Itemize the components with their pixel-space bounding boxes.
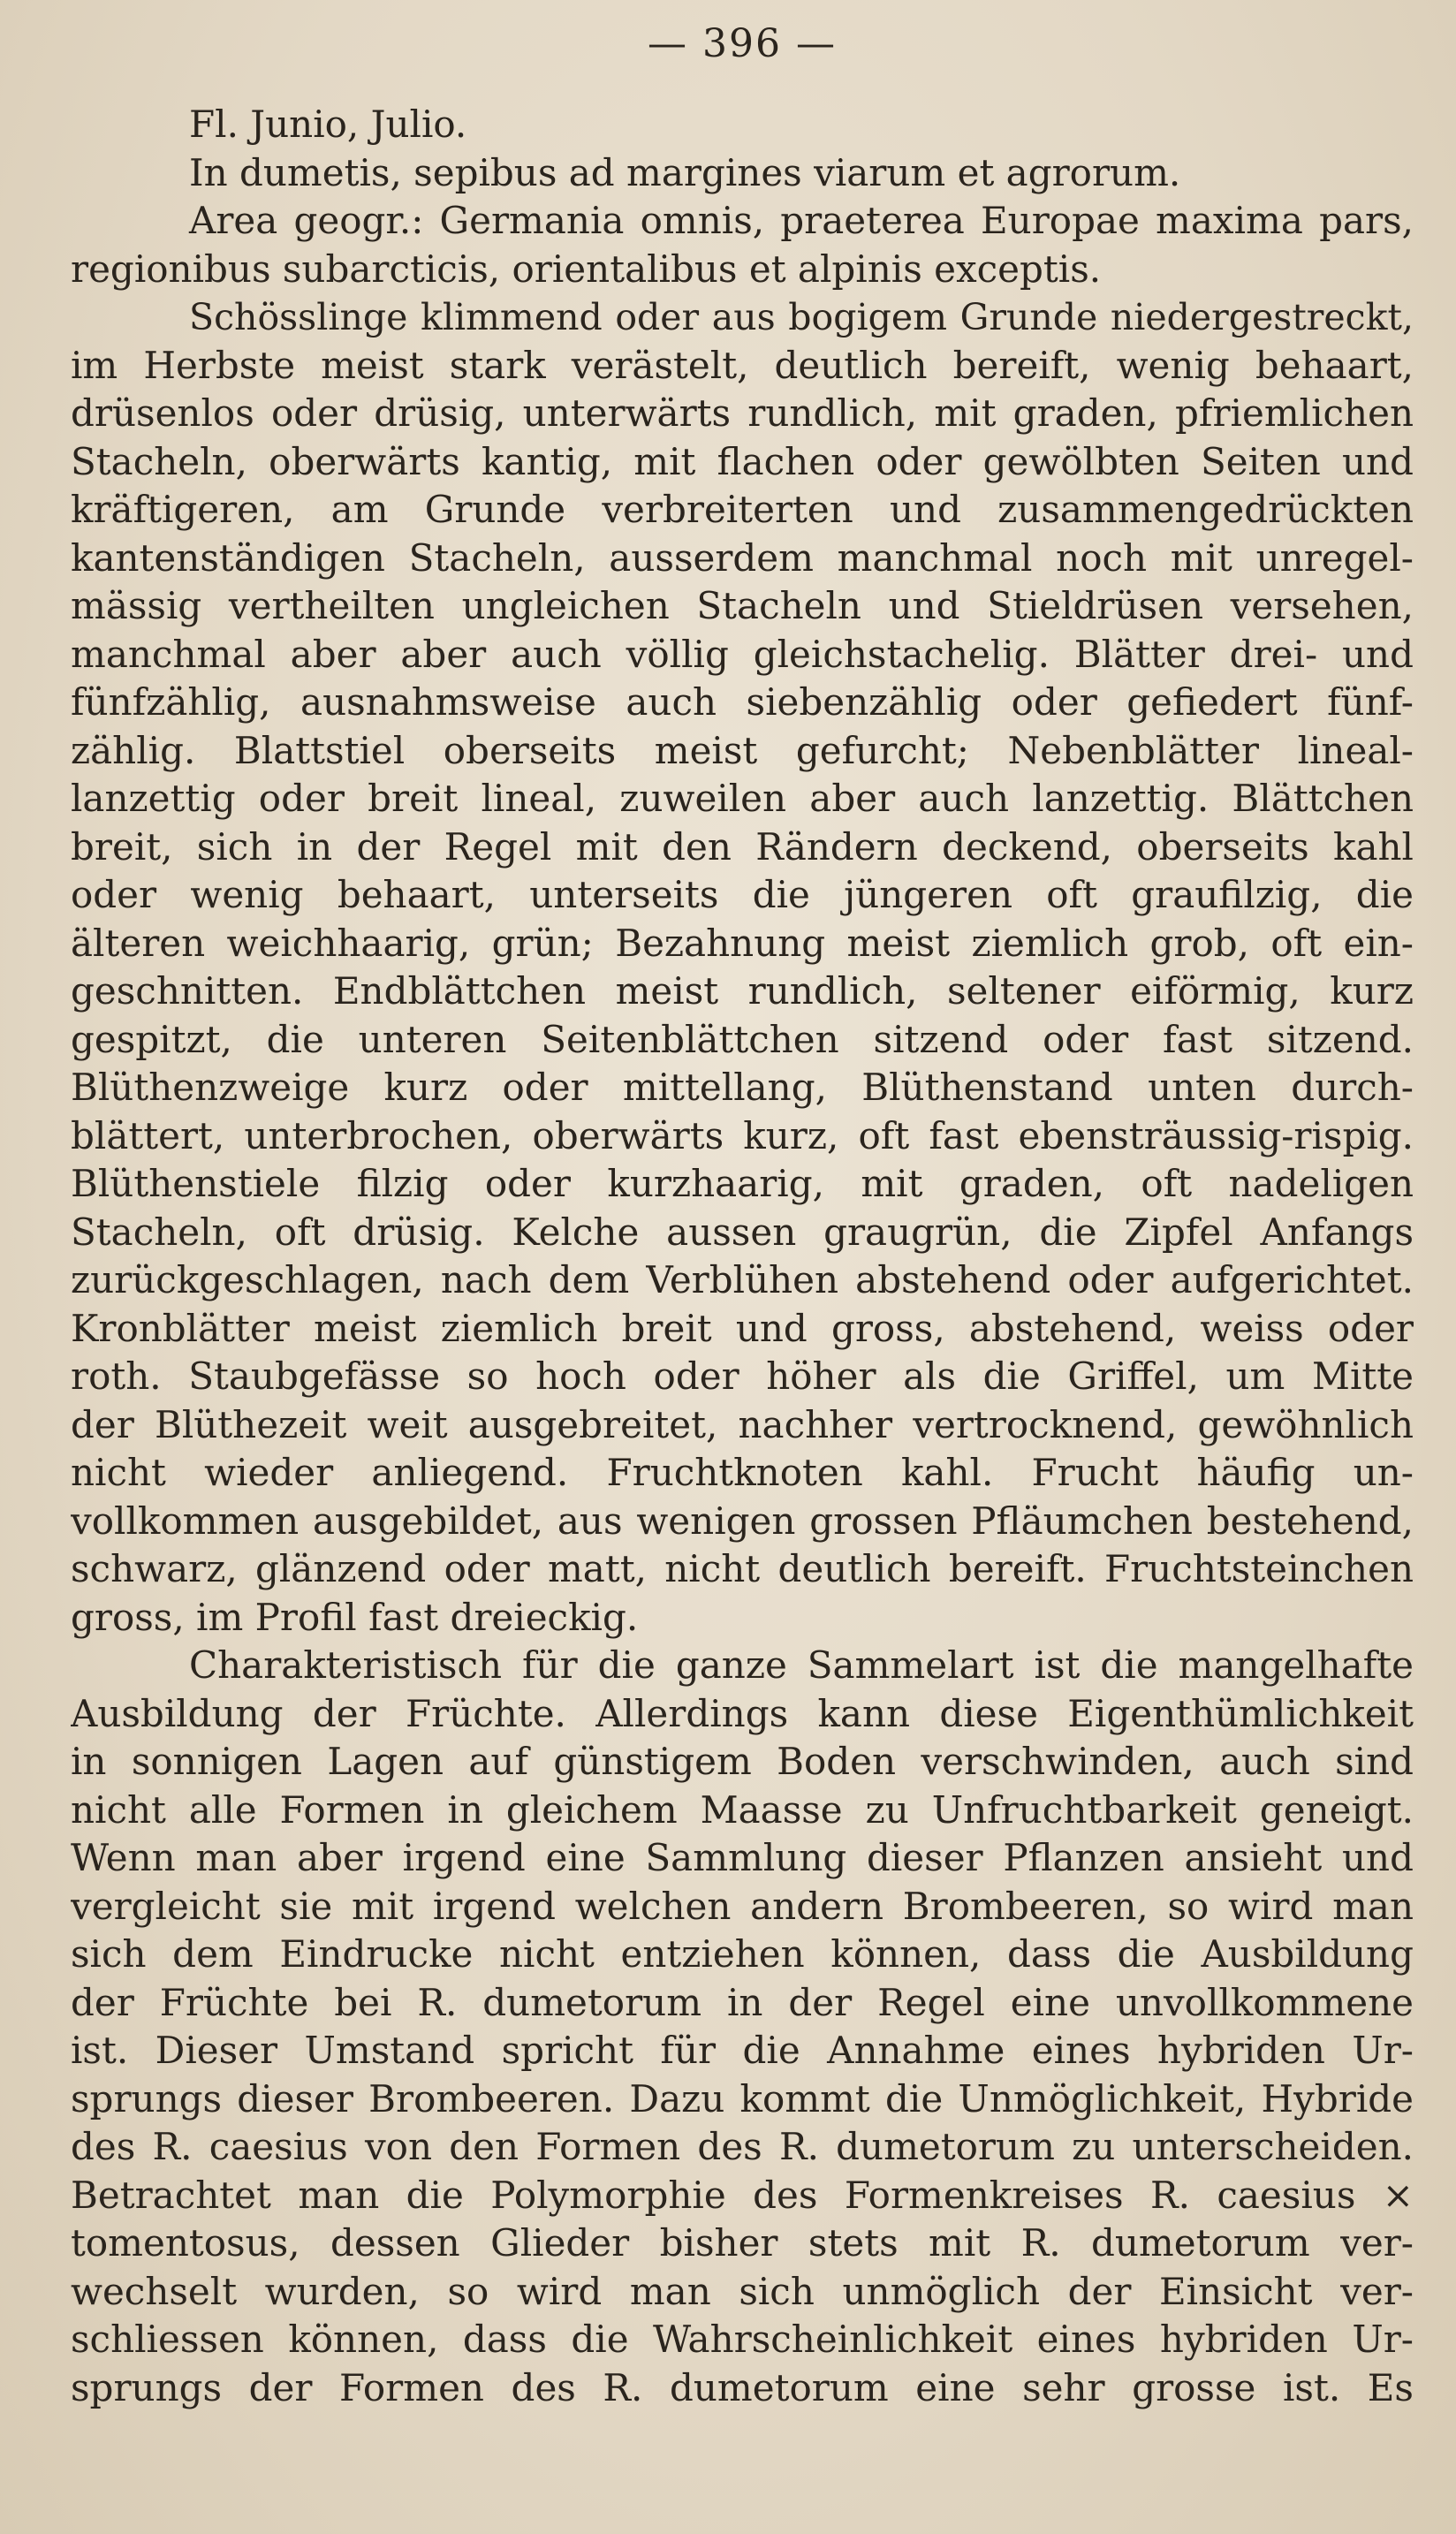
text-line: Charakteristisch für die ganze Sammelart ist die mangelhafte (189, 1643, 1414, 1687)
text-line: Blüthenzweige kurz oder mittellang, Blüthenstand unten durch- (71, 1066, 1414, 1109)
text-line: Kronblätter meist ziemlich breit und gross, abstehend, weiss oder (71, 1306, 1414, 1350)
text-line: Stacheln, oberwärts kantig, mit flachen oder gewölbten Seiten und (71, 439, 1414, 483)
text-line: roth. Staubgefässe so hoch oder höher als die Griffel, um Mitte (71, 1354, 1414, 1398)
text-line: der Früchte bei R. dumetorum in der Regel eine unvollkommene (71, 1980, 1414, 2024)
text-line: gespitzt, die unteren Seitenblättchen sitzend oder fast sitzend. (71, 1017, 1414, 1061)
text-line: manchmal aber aber auch völlig gleichstachelig. Blätter drei- und (71, 632, 1414, 676)
text-line: kräftigeren, am Grunde verbreiterten und zusammengedrückten (71, 488, 1414, 531)
text-line: wechselt wurden, so wird man sich unmöglich der Einsicht ver- (71, 2269, 1414, 2313)
text-line: sich dem Eindrucke nicht entziehen können, dass die Ausbildung (71, 1932, 1414, 1976)
text-line: geschnitten. Endblättchen meist rundlich, seltener eiförmig, kurz (71, 969, 1414, 1013)
text-line: im Herbste meist stark verästelt, deutlich bereift, wenig behaart, (71, 343, 1414, 387)
text-line: In dumetis, sepibus ad margines viarum et agrorum. (189, 150, 1181, 194)
text-line: kantenständigen Stacheln, ausserdem manchmal noch mit unregel- (71, 535, 1414, 580)
text-line: zurückgeschlagen, nach dem Verblühen abstehend oder aufgerichtet. (71, 1258, 1414, 1301)
text-line: Area geogr.: Germania omnis, praeterea Europae maxima pars, (189, 199, 1414, 242)
text-line: regionibus subarcticis, orientalibus et alpinis exceptis. (71, 247, 1102, 291)
text-line: drüsenlos oder drüsig, unterwärts rundlich, mit graden, pfriemlichen (71, 391, 1414, 435)
text-line: schwarz, glänzend oder matt, nicht deutlich bereift. Fruchtsteinchen (71, 1547, 1414, 1590)
text-line: nicht alle Formen in gleichem Maasse zu Unfruchtbarkeit geneigt. (71, 1787, 1414, 1832)
text-line: Wenn man aber irgend eine Sammlung dieser Pflanzen ansieht und (71, 1836, 1414, 1879)
text-line: oder wenig behaart, unterseits die jüngeren oft graufilzig, die (71, 873, 1414, 916)
body-text (71, 101, 1414, 2412)
text-line: fünfzählig, ausnahmsweise auch siebenzählig oder gefiedert fünf- (71, 680, 1414, 724)
text-line: blättert, unterbrochen, oberwärts kurz, oft fast ebensträussig-rispig. (71, 1113, 1414, 1157)
text-line: sprungs der Formen des R. dumetorum eine sehr grosse ist. Es (71, 2365, 1414, 2409)
text-line: Blüthenstiele filzig oder kurzhaarig, mit graden, oft nadeligen (71, 1162, 1414, 1205)
text-line: Fl. Junio, Julio. (189, 102, 467, 146)
text-line: Ausbildung der Früchte. Allerdings kann diese Eigenthümlichkeit (71, 1691, 1414, 1735)
page-number: — 396 — (648, 21, 837, 66)
text-line: gross, im Profil fast dreieckig. (71, 1595, 639, 1639)
text-line: tomentosus, dessen Glieder bisher stets mit R. dumetorum ver- (71, 2221, 1414, 2265)
book-page (71, 18, 1414, 2412)
text-line: lanzettig oder breit lineal, zuweilen aber auch lanzettig. Blättchen (71, 777, 1414, 820)
text-line: mässig vertheilten ungleichen Stacheln und Stieldrüsen versehen, (71, 584, 1414, 627)
text-line: in sonnigen Lagen auf günstigem Boden verschwinden, auch sind (71, 1740, 1414, 1783)
text-line: zählig. Blattstiel oberseits meist gefurcht; Nebenblätter lineal- (71, 728, 1414, 772)
text-line: vollkommen ausgebildet, aus wenigen grossen Pfläumchen bestehend, (71, 1498, 1414, 1543)
text-line: Stacheln, oft drüsig. Kelche aussen graugrün, die Zipfel Anfangs (71, 1210, 1414, 1254)
text-line: der Blüthezeit weit ausgebreitet, nachher vertrocknend, gewöhnlich (71, 1402, 1414, 1446)
text-line: des R. caesius von den Formen des R. dumetorum zu unterscheiden. (71, 2125, 1414, 2168)
text-line: breit, sich in der Regel mit den Rändern deckend, oberseits kahl (71, 824, 1414, 869)
text-line: Schösslinge klimmend oder aus bogigem Grunde niedergestreckt, (189, 296, 1414, 338)
text-line: vergleicht sie mit irgend welchen andern Brombeeren, so wird man (71, 1884, 1414, 1928)
text-line: Betrachtet man die Polymorphie des Formenkreises R. caesius × (71, 2173, 1414, 2217)
text-line: schliessen können, dass die Wahrscheinlichkeit eines hybriden Ur- (71, 2318, 1414, 2361)
text-line: sprungs dieser Brombeeren. Dazu kommt die Unmöglichkeit, Hybride (71, 2076, 1414, 2121)
text-line: nicht wieder anliegend. Fruchtknoten kahl. Frucht häufig un- (71, 1451, 1414, 1494)
text-line: ist. Dieser Umstand spricht für die Annahme eines hybriden Ur- (71, 2029, 1414, 2072)
text-line: älteren weichhaarig, grün; Bezahnung meist ziemlich grob, oft ein- (71, 921, 1414, 965)
